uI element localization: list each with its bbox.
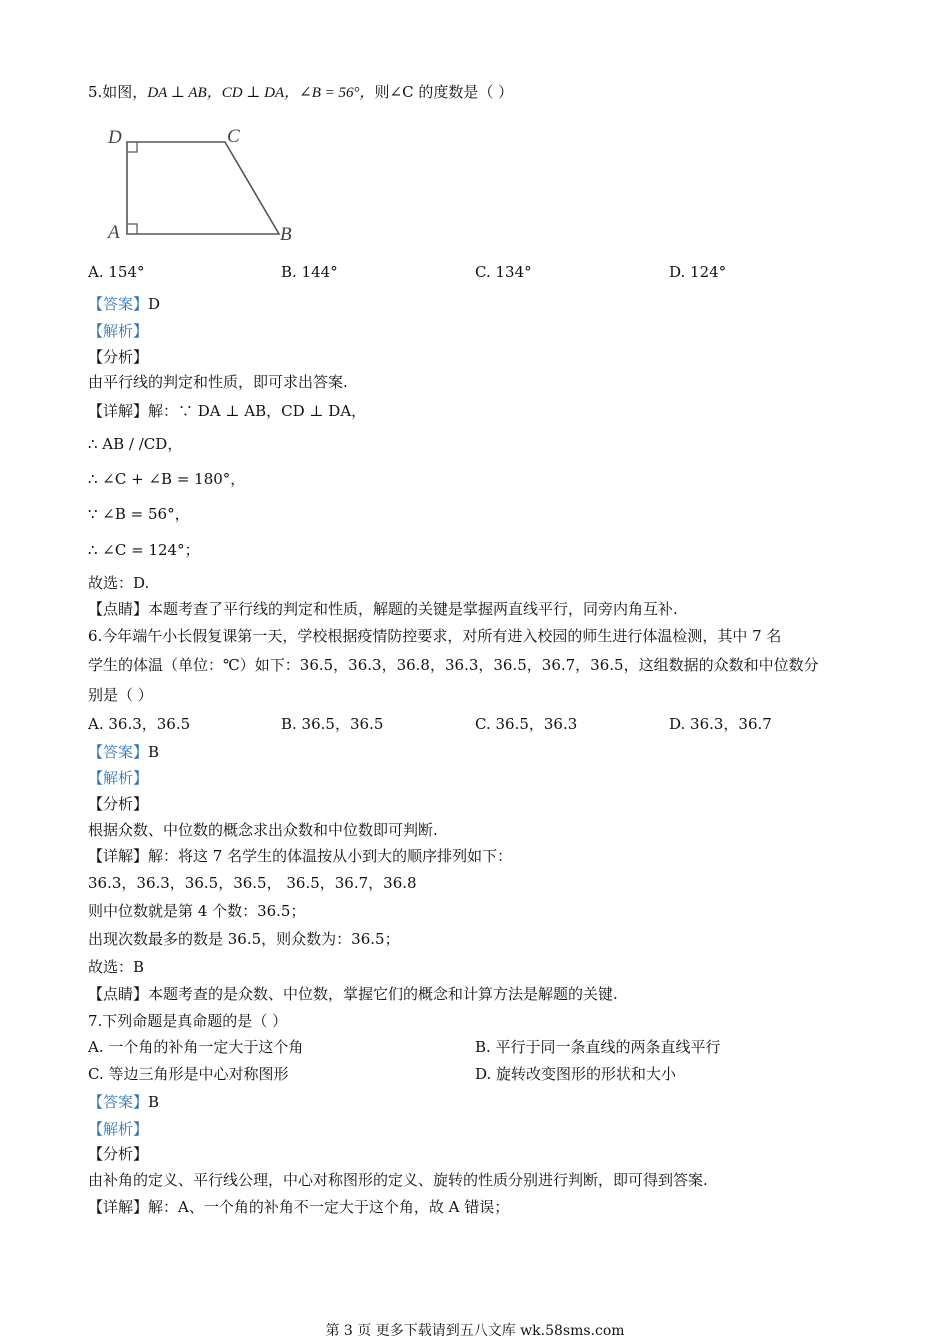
q6-fenxi-tag: 【分析】 — [88, 795, 149, 813]
label-c: C — [227, 126, 240, 147]
answer-tag: 【答案】 — [88, 295, 149, 313]
q5-option-d: D. 124° — [669, 263, 727, 281]
q6-option-a: A. 36.3，36.5 — [88, 715, 191, 733]
q5-stem-prefix: 5.如图， — [88, 83, 148, 101]
q6-option-d: D. 36.3，36.7 — [669, 715, 772, 733]
q5-fenxi-tag: 【分析】 — [88, 348, 149, 366]
trapezoid-shape — [127, 142, 279, 234]
q7-fenxi-text: 由补角的定义、平行线公理，中心对称图形的定义、旋转的性质分别进行判断，即可得到答案. — [88, 1171, 708, 1189]
comment-text: 本题考查了平行线的判定和性质，解题的关键是掌握两直线平行，同旁内角互补. — [148, 600, 678, 618]
q7-detail-1 — [88, 1197, 509, 1217]
q5-stem-math: DA ⊥ AB，CD ⊥ DA，∠B = 56°， — [147, 85, 375, 101]
q6-comment — [88, 984, 618, 1004]
right-angle-mark-a — [127, 224, 137, 234]
q6-detail-1 — [88, 846, 512, 866]
right-angle-mark-d — [127, 142, 137, 152]
q5-detail-4: ∵ ∠B = 56°， — [88, 505, 190, 523]
q6-option-b: B. 36.5，36.5 — [281, 715, 384, 733]
q6-choose: 故选：B — [88, 958, 145, 976]
answer-value: D — [148, 295, 161, 313]
comment-text: 本题考查的是众数、中位数，掌握它们的概念和计算方法是解题的关键. — [148, 985, 618, 1003]
q5-choose: 故选：D. — [88, 574, 150, 592]
q7-fenxi-tag: 【分析】 — [88, 1145, 149, 1163]
q5-detail-3: ∴ ∠C + ∠B = 180°， — [88, 470, 246, 488]
q5-answer — [88, 294, 160, 314]
q7-option-d: D. 旋转改变图形的形状和大小 — [475, 1065, 677, 1083]
q6-detail-2: 36.3，36.3，36.5，36.5， 36.5，36.7，36.8 — [88, 874, 417, 892]
q7-option-b: B. 平行于同一条直线的两条直线平行 — [475, 1038, 721, 1056]
q5-comment — [88, 599, 678, 619]
q5-detail-5: ∴ ∠C = 124°； — [88, 541, 200, 559]
q5-option-b: B. 144° — [281, 263, 338, 281]
q7-option-c: C. 等边三角形是中心对称图形 — [88, 1065, 289, 1083]
q7-answer — [88, 1092, 159, 1112]
page-footer: 第 3 页 更多下载请到五八文库 wk.58sms.com — [325, 1323, 625, 1339]
q5-detail-1 — [88, 401, 366, 421]
comment-tag: 【点睛】 — [88, 600, 149, 618]
detail-tag: 【详解】 — [88, 847, 149, 865]
trapezoid-figure — [96, 118, 306, 246]
detail-text: 解：∵ DA ⊥ AB，CD ⊥ DA， — [148, 402, 367, 420]
answer-tag: 【答案】 — [88, 743, 149, 761]
q6-stem-1: 6.今年端午小长假复课第一天，学校根据疫情防控要求，对所有进入校园的师生进行体温检测，其中 7 名 — [88, 627, 782, 645]
q5-option-a: A. 154° — [88, 263, 145, 281]
q5-stem-suffix: 则∠C 的度数是（ ） — [374, 83, 514, 101]
q6-fenxi-text: 根据众数、中位数的概念求出众数和中位数即可判断. — [88, 821, 438, 839]
label-d: D — [108, 127, 122, 148]
label-a: A — [108, 222, 120, 243]
q6-detail-4: 出现次数最多的数是 36.5，则众数为：36.5； — [88, 930, 400, 948]
q5-fenxi-text: 由平行线的判定和性质，即可求出答案. — [88, 373, 348, 391]
detail-tag: 【详解】 — [88, 1198, 149, 1216]
q6-stem-2: 学生的体温（单位：℃）如下：36.5，36.3，36.8，36.3，36.5，36.7，36.5，这组数据的众数和中位数分 — [88, 656, 819, 674]
q6-option-c: C. 36.5，36.3 — [475, 715, 578, 733]
answer-value: B — [148, 1093, 160, 1111]
q6-analysis-tag: 【解析】 — [88, 769, 149, 787]
q7-stem: 7.下列命题是真命题的是（ ） — [88, 1012, 288, 1030]
q6-answer — [88, 742, 159, 762]
detail-tag: 【详解】 — [88, 402, 149, 420]
q5-option-c: C. 134° — [475, 263, 532, 281]
label-b: B — [280, 224, 292, 245]
comment-tag: 【点睛】 — [88, 985, 149, 1003]
q6-detail-3: 则中位数就是第 4 个数：36.5； — [88, 902, 306, 920]
detail-text: 解：将这 7 名学生的体温按从小到大的顺序排列如下： — [148, 847, 513, 865]
q5-analysis-tag: 【解析】 — [88, 322, 149, 340]
q7-analysis-tag: 【解析】 — [88, 1120, 149, 1138]
q7-option-a: A. 一个角的补角一定大于这个角 — [88, 1038, 304, 1056]
detail-text: 解：A、一个角的补角不一定大于这个角，故 A 错误； — [148, 1198, 510, 1216]
answer-value: B — [148, 743, 160, 761]
q6-stem-3: 别是（ ） — [88, 686, 153, 704]
q5-detail-2: ∴ AB / /CD， — [88, 435, 183, 453]
answer-tag: 【答案】 — [88, 1093, 149, 1111]
q5-stem — [88, 82, 513, 103]
